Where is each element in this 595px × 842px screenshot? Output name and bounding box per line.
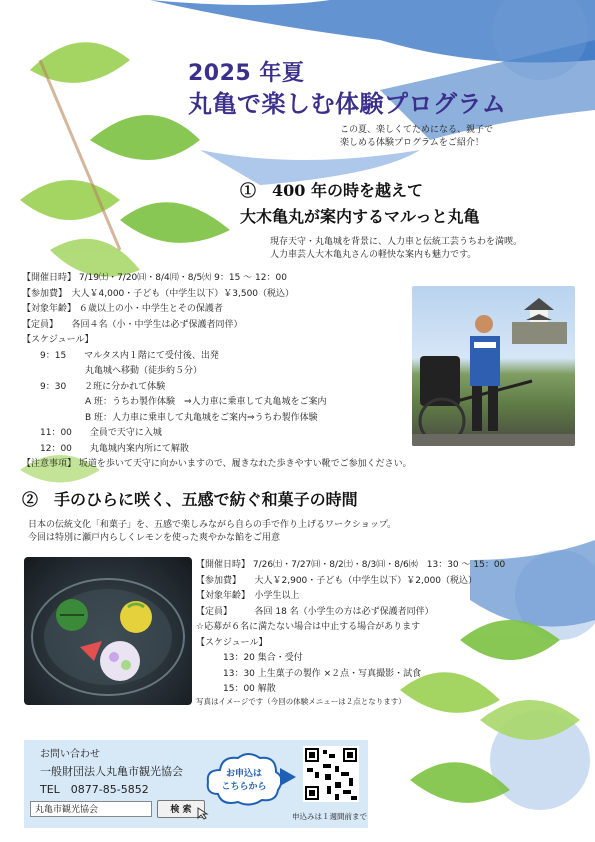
arrow-right-icon bbox=[278, 766, 298, 788]
lead-line: 日本の伝統文化「和菓子」を、五感で楽しみながら自らの手で作り上げるワークショップ。 bbox=[28, 520, 397, 530]
apply-link[interactable] bbox=[214, 768, 274, 794]
detail-line: 9：15 マルタス内１階にて受付後、出発 bbox=[22, 350, 219, 361]
program1-subheading: 大木亀丸が案内するマルっと丸亀 bbox=[240, 207, 480, 226]
detail-line: 15：00 解散 bbox=[196, 684, 276, 694]
detail-line: 【開催日時】 7/19㈯・7/20㈰・8/4㈪・8/5㈫ 9：15 ～ 12：00 bbox=[22, 273, 287, 283]
detail-line: 13：30 上生菓子の製作 ×２点・写真撮影・試食 bbox=[196, 668, 422, 679]
contact-org: 一般財団法人丸亀市観光協会 bbox=[40, 765, 183, 778]
detail-line: B 班：人力車に乗車して丸亀城をご案内⇒うちわ製作体験 bbox=[22, 412, 318, 423]
detail-line: 12：00 丸亀城内案内所にて解散 bbox=[22, 443, 189, 454]
program1-details bbox=[22, 271, 412, 473]
intro-text bbox=[340, 124, 570, 150]
detail-line: 11：00 全員で天守に入城 bbox=[22, 428, 162, 438]
search-input[interactable]: 丸亀市観光協会 bbox=[30, 801, 152, 817]
intro-line: この夏、楽しくてためになる、親子で bbox=[340, 125, 494, 135]
intro-line: 楽しめる体験プログラムをご紹介！ bbox=[340, 138, 484, 148]
rickshaw-photo bbox=[412, 286, 575, 446]
apply-note: 申込みは１週間前まで bbox=[292, 812, 367, 821]
lead-line: 現存天守・丸亀城を背景に、人力車と伝統工芸うちわを満喫。 bbox=[270, 237, 523, 247]
apply-line: こちらから bbox=[221, 782, 267, 792]
qr-code[interactable] bbox=[303, 746, 359, 802]
detail-line: 【対象年齢】 ６歳以上の小・中学生とその保護者 bbox=[22, 304, 223, 314]
program2-heading: ② 手のひらに咲く、五感で紡ぐ和菓子の時間 bbox=[22, 490, 358, 509]
contact-tel: TEL 0877-85-5852 bbox=[40, 783, 149, 796]
photo-note: 写真はイメージです（今回の体験メニューは２点となります） bbox=[196, 697, 406, 706]
cursor-arrow-icon bbox=[196, 806, 210, 820]
detail-line: 【開催日時】 7/26㈯・7/27㈰・8/2㈯・8/3㈰・8/6㈬ 13：30 ～ 15：00 bbox=[196, 560, 506, 570]
detail-line: ☆応募が６名に満たない場合は中止する場合があります bbox=[196, 622, 421, 632]
wagashi-photo bbox=[24, 557, 192, 705]
detail-line: 【参加費】 大人￥4,000・子ども（中学生以下）￥3,500（税込） bbox=[22, 288, 295, 299]
detail-line: 【注意事項】 坂道を歩いて天守に向かいますので、履きなれた歩きやすい靴でご参加ください。 bbox=[22, 459, 412, 469]
page-title-year: 2025 年夏 bbox=[188, 61, 305, 86]
lead-line: 人力車芸人大木亀丸さんの軽快な案内も魅力です。 bbox=[270, 250, 477, 260]
detail-line: 【スケジュール】 bbox=[196, 637, 268, 648]
detail-line: 13：20 集合・受付 bbox=[196, 653, 303, 663]
program2-lead bbox=[28, 519, 548, 545]
detail-line: 【参加費】 大人￥2,900・子ども（中学生以下）￥2,000（税込） bbox=[196, 575, 478, 586]
lead-line: 今回は特別に瀬戸内らしくレモンを使った爽やかな餡をご用意 bbox=[28, 533, 281, 543]
program2-details bbox=[196, 558, 505, 698]
detail-line: 【対象年齢】 小学生以上 bbox=[196, 591, 300, 601]
detail-line: 【定員】 各回４名（小・中学生は必ず保護者同伴） bbox=[22, 319, 243, 330]
apply-line: お申込は bbox=[225, 769, 262, 779]
detail-line: 丸亀城へ移動（徒歩約５分） bbox=[22, 366, 203, 376]
page-title: 丸亀で楽しむ体験プログラム bbox=[188, 90, 507, 118]
detail-line: 9：30 ２班に分かれて体験 bbox=[22, 381, 166, 392]
search-button[interactable]: 検 索 bbox=[157, 800, 205, 818]
contact-title: お問い合わせ bbox=[40, 749, 100, 760]
detail-line: 【スケジュール】 bbox=[22, 335, 94, 345]
program1-heading: ① 400 年の時を越えて bbox=[240, 181, 423, 200]
detail-line: 【定員】 各回 18 名（小学生の方は必ず保護者同伴） bbox=[196, 606, 434, 617]
detail-line: A 班：うちわ製作体験 ⇒人力車に乗車して丸亀城をご案内 bbox=[22, 397, 327, 407]
program1-lead bbox=[270, 236, 580, 262]
